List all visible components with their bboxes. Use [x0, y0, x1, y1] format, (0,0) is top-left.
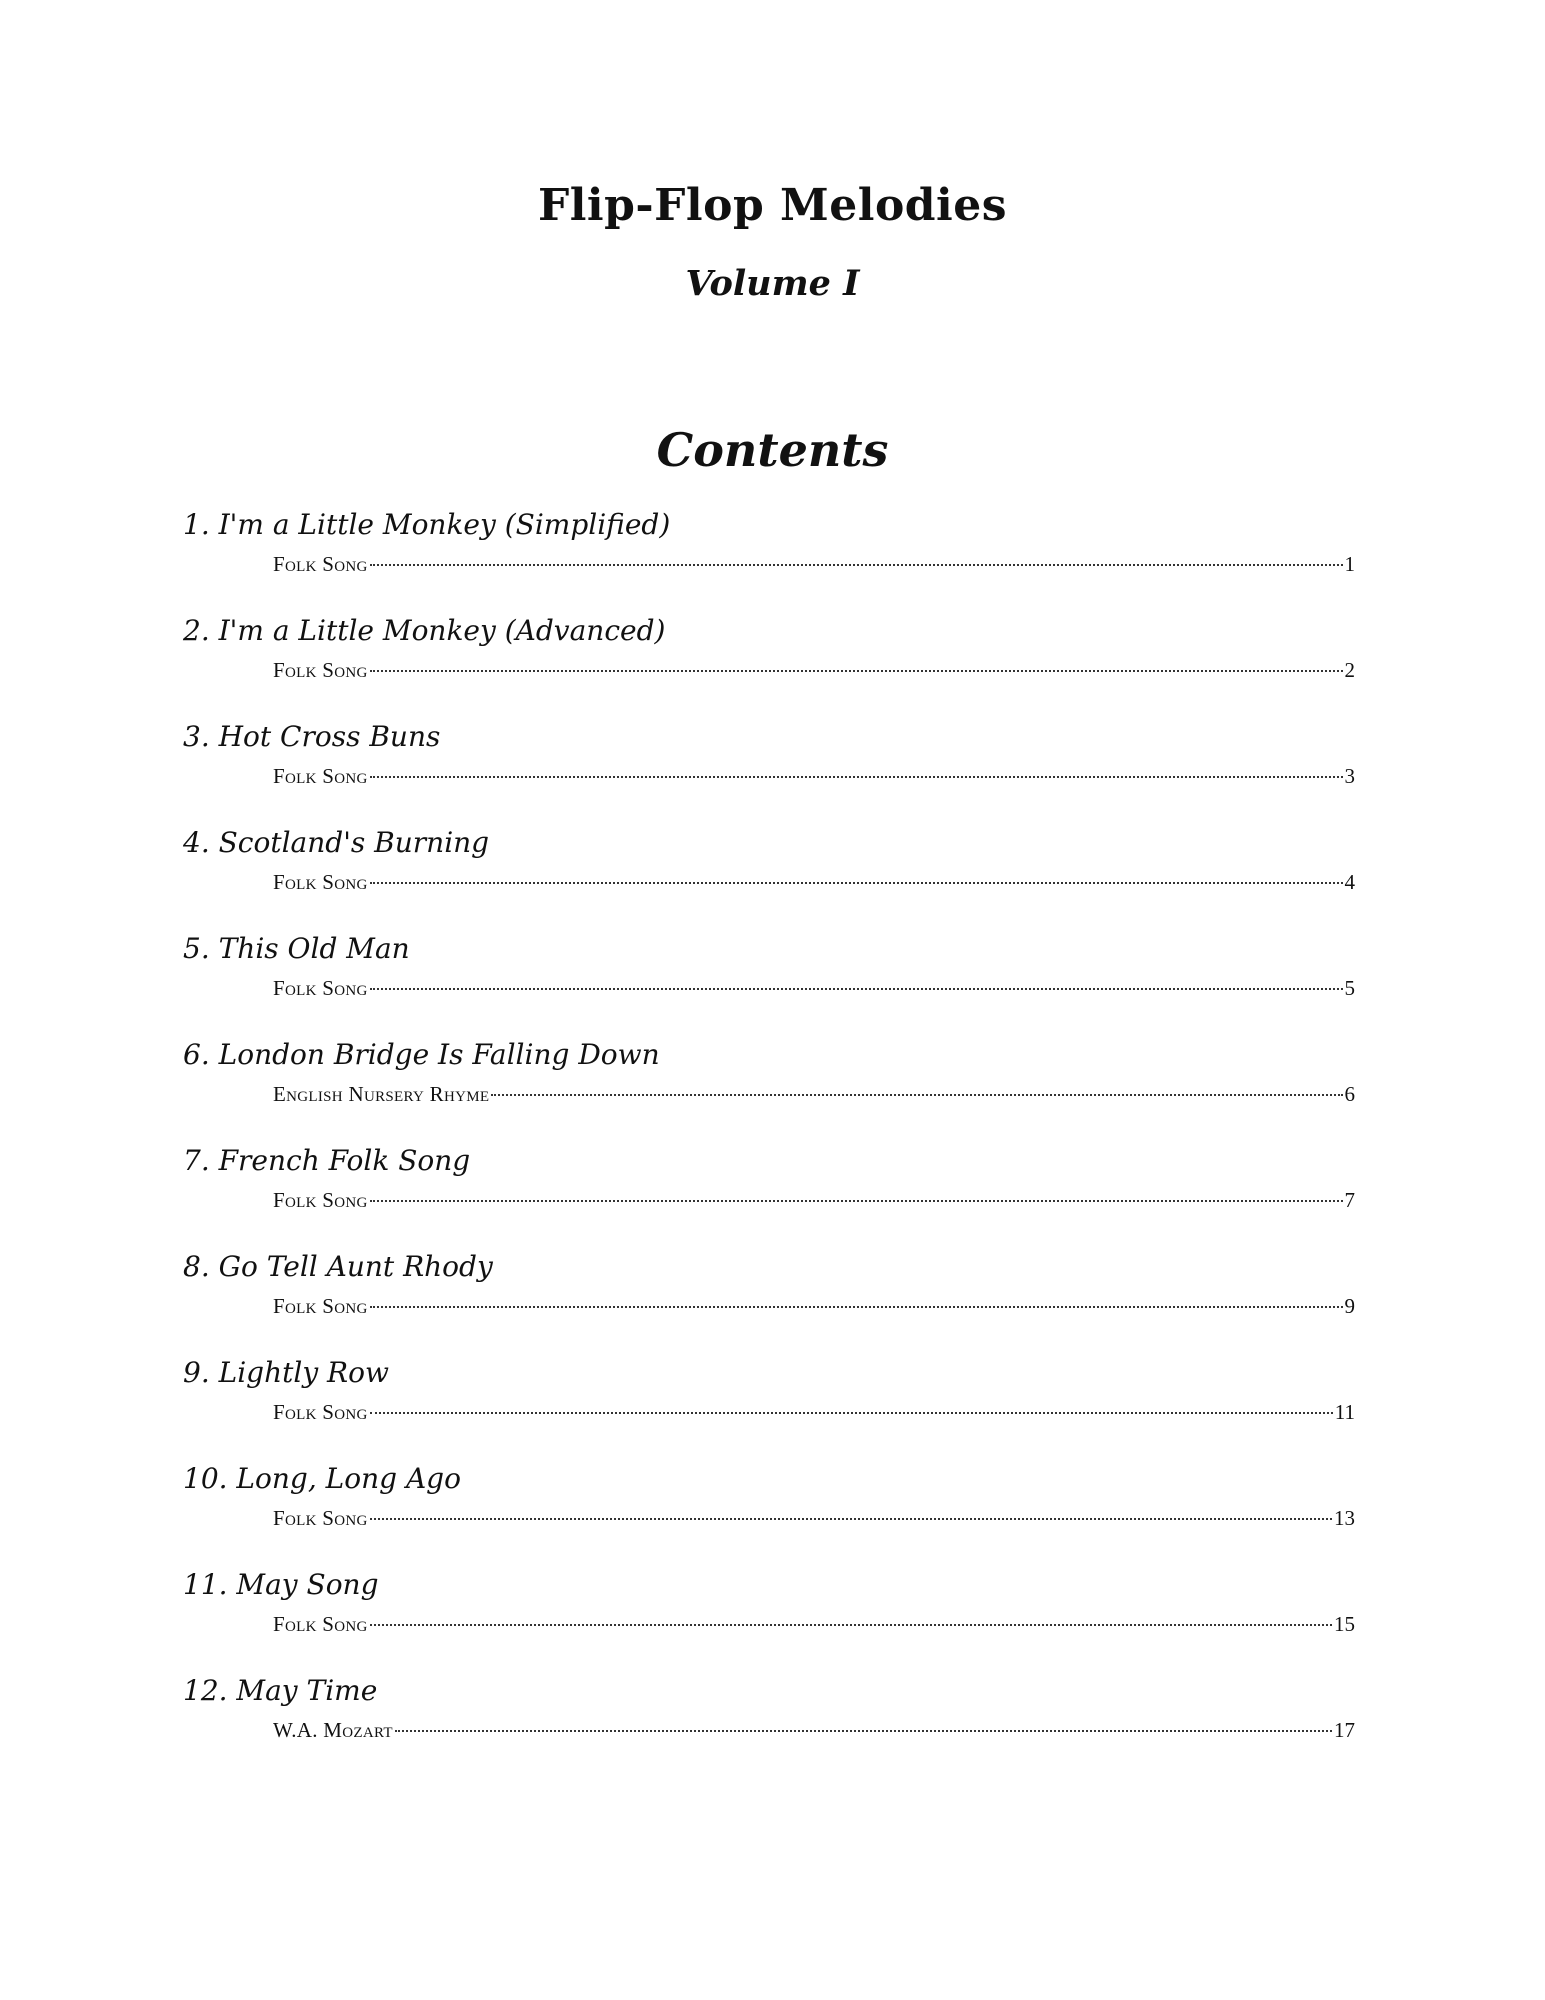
entry-source: Folk Song	[273, 1400, 368, 1424]
dot-leader	[370, 1412, 1333, 1414]
entry-source: Folk Song	[273, 1506, 368, 1530]
toc-entry[interactable]	[183, 929, 1363, 1035]
entry-page-number: 15	[1334, 1612, 1355, 1636]
entry-source: Folk Song	[273, 976, 368, 1000]
entry-line	[273, 1715, 1355, 1745]
entry-page-number: 9	[1344, 1294, 1355, 1318]
toc-entry[interactable]	[183, 823, 1363, 929]
contents-heading: Contents	[656, 423, 889, 477]
dot-leader	[370, 988, 1343, 990]
entry-page-number: 3	[1344, 764, 1355, 788]
entry-title: 5. This Old Man	[183, 932, 410, 965]
entry-source: English Nursery Rhyme	[273, 1082, 490, 1106]
toc-entry[interactable]	[183, 1671, 1363, 1777]
toc-entry[interactable]	[183, 611, 1363, 717]
dot-leader	[370, 1624, 1332, 1626]
dot-leader	[370, 882, 1343, 884]
toc-entry[interactable]	[183, 1459, 1363, 1565]
entry-line	[273, 1291, 1355, 1321]
toc-entry[interactable]	[183, 1035, 1363, 1141]
entry-source: Folk Song	[273, 870, 368, 894]
dot-leader	[370, 776, 1343, 778]
entry-page-number: 1	[1344, 552, 1355, 576]
entry-page-number: 17	[1334, 1718, 1355, 1742]
toc-entry[interactable]	[183, 1141, 1363, 1247]
entry-page-number: 2	[1344, 658, 1355, 682]
entry-line	[273, 549, 1355, 579]
entry-title: 3. Hot Cross Buns	[183, 720, 441, 753]
entry-line	[273, 1079, 1355, 1109]
entry-page-number: 13	[1334, 1506, 1355, 1530]
entry-title: 11. May Song	[183, 1568, 379, 1601]
entry-page-number: 5	[1344, 976, 1355, 1000]
dot-leader	[491, 1094, 1342, 1096]
entry-source: W.A. Mozart	[273, 1718, 393, 1742]
entry-line	[273, 1609, 1355, 1639]
entry-line	[273, 973, 1355, 1003]
entry-line	[273, 867, 1355, 897]
toc-entry[interactable]	[183, 1247, 1363, 1353]
entry-line	[273, 1397, 1355, 1427]
entry-title: 7. French Folk Song	[183, 1144, 471, 1177]
entry-page-number: 11	[1334, 1400, 1355, 1424]
entry-source: Folk Song	[273, 1188, 368, 1212]
entry-line	[273, 1503, 1355, 1533]
entry-title: 8. Go Tell Aunt Rhody	[183, 1250, 493, 1283]
entry-page-number: 7	[1344, 1188, 1355, 1212]
dot-leader	[370, 1518, 1332, 1520]
entry-source: Folk Song	[273, 1294, 368, 1318]
entry-title: 4. Scotland's Burning	[183, 826, 490, 859]
dot-leader	[370, 670, 1343, 672]
toc-entry[interactable]	[183, 1565, 1363, 1671]
page-subtitle: Volume I	[685, 263, 860, 304]
entry-title: 12. May Time	[183, 1674, 378, 1707]
entry-page-number: 6	[1344, 1082, 1355, 1106]
table-of-contents	[183, 505, 1363, 1777]
toc-entry[interactable]	[183, 717, 1363, 823]
entry-line	[273, 761, 1355, 791]
entry-source: Folk Song	[273, 1612, 368, 1636]
entry-page-number: 4	[1344, 870, 1355, 894]
entry-source: Folk Song	[273, 658, 368, 682]
entry-title: 6. London Bridge Is Falling Down	[183, 1038, 660, 1071]
entry-line	[273, 655, 1355, 685]
entry-title: 2. I'm a Little Monkey (Advanced)	[183, 614, 666, 647]
entry-line	[273, 1185, 1355, 1215]
dot-leader	[395, 1730, 1332, 1732]
dot-leader	[370, 1200, 1343, 1202]
entry-title: 9. Lightly Row	[183, 1356, 389, 1389]
entry-source: Folk Song	[273, 764, 368, 788]
entry-title: 1. I'm a Little Monkey (Simplified)	[183, 508, 671, 541]
entry-title: 10. Long, Long Ago	[183, 1462, 461, 1495]
toc-entry[interactable]	[183, 505, 1363, 611]
dot-leader	[370, 1306, 1343, 1308]
toc-entry[interactable]	[183, 1353, 1363, 1459]
entry-source: Folk Song	[273, 552, 368, 576]
page-title: Flip-Flop Melodies	[537, 180, 1008, 231]
dot-leader	[370, 564, 1343, 566]
